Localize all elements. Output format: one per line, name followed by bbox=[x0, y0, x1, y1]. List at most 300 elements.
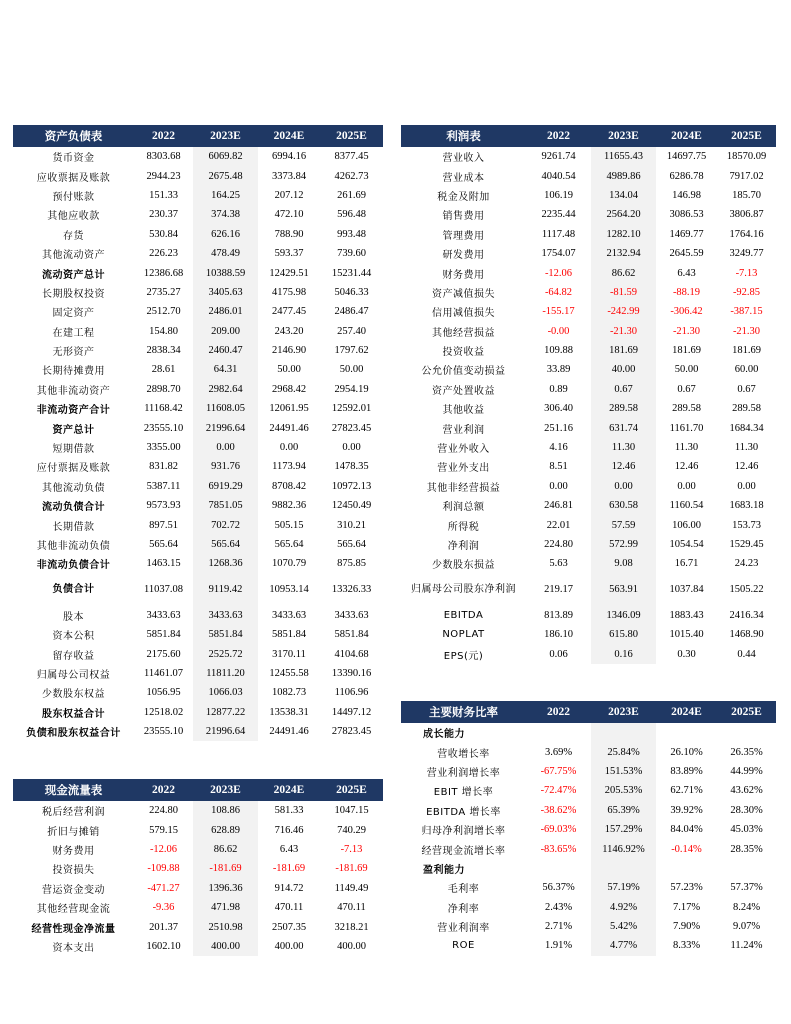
cell-value: 57.59 bbox=[591, 515, 656, 534]
table-row bbox=[13, 380, 383, 399]
row-label: 投资损失 bbox=[52, 865, 95, 877]
cell-value: 11811.20 bbox=[193, 664, 258, 683]
cell-value: 11037.08 bbox=[144, 584, 183, 596]
row-label: ROE bbox=[452, 940, 475, 952]
cell-value: 10972.13 bbox=[331, 480, 372, 492]
cell-value: 84.04% bbox=[670, 824, 703, 836]
cell-value: 106.19 bbox=[544, 189, 573, 201]
row-label: 非流动资产合计 bbox=[36, 405, 111, 417]
table-row bbox=[401, 438, 776, 457]
cell-value: 11655.43 bbox=[591, 147, 656, 166]
table-row bbox=[401, 477, 776, 496]
table-row bbox=[401, 205, 776, 224]
cell-value: 261.69 bbox=[337, 189, 366, 201]
cell-value: -81.59 bbox=[591, 283, 656, 302]
table-row bbox=[401, 742, 776, 761]
cell-value bbox=[717, 859, 776, 878]
row-label: 折旧与摊销 bbox=[47, 826, 100, 838]
cell-value: 716.46 bbox=[274, 824, 304, 836]
cell-value: 400.00 bbox=[193, 937, 258, 956]
cell-value: 60.00 bbox=[734, 364, 759, 376]
cell-value: 7917.02 bbox=[729, 170, 764, 182]
cell-value: 23555.10 bbox=[143, 726, 184, 738]
table-row bbox=[13, 606, 383, 625]
cell-value: 2954.19 bbox=[334, 383, 369, 395]
cell-value bbox=[656, 723, 717, 742]
cell-value: -387.15 bbox=[730, 306, 763, 318]
cell-value: 0.67 bbox=[677, 383, 696, 395]
table-row bbox=[401, 820, 776, 839]
table-row bbox=[13, 625, 383, 644]
cell-value: -471.27 bbox=[147, 882, 180, 894]
year-header: 2022 bbox=[526, 125, 591, 147]
row-label: 营业利润率 bbox=[437, 923, 490, 935]
cell-value: 1161.70 bbox=[669, 422, 704, 434]
row-label: 其他非流动负债 bbox=[36, 541, 111, 552]
cell-value: 181.69 bbox=[732, 345, 761, 357]
cell-value: 7.90% bbox=[672, 921, 701, 933]
cell-value: 4104.68 bbox=[334, 648, 369, 660]
cell-value: 3218.21 bbox=[334, 921, 369, 933]
cell-value: 581.33 bbox=[274, 805, 304, 817]
cell-value: -38.62% bbox=[540, 804, 577, 816]
row-label: 所得税 bbox=[447, 521, 480, 533]
cell-value: 108.86 bbox=[193, 801, 258, 820]
row-label: 营收增长率 bbox=[437, 748, 490, 760]
cell-value: 201.37 bbox=[149, 921, 178, 933]
income-statement-table bbox=[401, 125, 776, 664]
cell-value: 57.37% bbox=[730, 882, 763, 894]
cell-value: 505.15 bbox=[274, 519, 304, 531]
table-row bbox=[13, 722, 383, 741]
cell-value: 26.35% bbox=[730, 746, 763, 758]
row-label: 其他流动负债 bbox=[42, 482, 105, 494]
cell-value: 813.89 bbox=[544, 609, 573, 621]
year-header: 2022 bbox=[134, 779, 193, 801]
cell-value: -9.36 bbox=[152, 902, 175, 914]
cell-value: 12061.95 bbox=[269, 403, 309, 415]
cell-value: 931.76 bbox=[193, 457, 258, 476]
cell-value: -181.69 bbox=[193, 859, 258, 878]
cell-value: 153.73 bbox=[732, 519, 761, 531]
cell-value: 5387.11 bbox=[146, 480, 181, 492]
table-header-row bbox=[401, 701, 776, 723]
table-row bbox=[401, 302, 776, 321]
cell-value: 23555.10 bbox=[143, 422, 184, 434]
cell-value: 12386.68 bbox=[143, 267, 184, 279]
cell-value: 33.89 bbox=[546, 364, 571, 376]
row-label: 净利润 bbox=[447, 541, 480, 552]
cell-value: 1117.48 bbox=[541, 228, 576, 240]
cell-value: -0.14% bbox=[671, 843, 702, 855]
cell-value: 5851.84 bbox=[334, 629, 369, 641]
row-label: 资产减值损失 bbox=[432, 288, 495, 300]
cell-value: 109.88 bbox=[544, 345, 573, 357]
cell-value: 86.62 bbox=[193, 840, 258, 859]
table-row bbox=[401, 917, 776, 936]
cell-value: 2175.60 bbox=[146, 648, 181, 660]
table-row bbox=[401, 322, 776, 341]
cell-value: -21.30 bbox=[672, 325, 701, 337]
cell-value: -72.47% bbox=[540, 785, 577, 797]
cell-value: 289.58 bbox=[732, 403, 761, 415]
cell-value: 4175.98 bbox=[271, 286, 307, 298]
cell-value: 11.24% bbox=[730, 940, 763, 952]
table-row bbox=[13, 840, 383, 859]
row-label: 营业外收入 bbox=[437, 444, 490, 456]
cell-value: 11.30 bbox=[674, 442, 699, 454]
table-row bbox=[13, 418, 383, 437]
cell-value: 3355.00 bbox=[146, 442, 181, 454]
cell-value: -181.69 bbox=[272, 863, 306, 875]
cell-value: -21.30 bbox=[732, 325, 761, 337]
cell-value: 2146.90 bbox=[271, 345, 307, 357]
row-label: 归属母公司权益 bbox=[36, 669, 111, 681]
cell-value: 246.81 bbox=[544, 500, 573, 512]
cell-value: 1047.15 bbox=[334, 805, 369, 817]
cell-value: 18570.09 bbox=[726, 151, 767, 163]
cell-value: 11.30 bbox=[734, 442, 759, 454]
table-row bbox=[401, 360, 776, 379]
row-label: 营业利润增长率 bbox=[426, 767, 501, 779]
cell-value: -109.88 bbox=[147, 863, 180, 875]
row-label: 利润总额 bbox=[442, 502, 485, 514]
cell-value: 22.01 bbox=[546, 519, 571, 531]
cell-value: 3249.77 bbox=[729, 248, 764, 260]
year-header: 2025E bbox=[717, 701, 776, 723]
table-row bbox=[13, 703, 383, 722]
cell-value: 565.64 bbox=[193, 535, 258, 554]
cell-value: 50.00 bbox=[277, 364, 301, 376]
row-label: 营业利润 bbox=[442, 424, 485, 436]
table-row bbox=[401, 283, 776, 302]
cell-value: -12.06 bbox=[544, 267, 573, 279]
table-row bbox=[401, 225, 776, 244]
cell-value: 3086.53 bbox=[669, 209, 704, 221]
cell-value: 251.16 bbox=[544, 422, 573, 434]
cell-value: 993.48 bbox=[337, 228, 366, 240]
table-row bbox=[401, 898, 776, 917]
financial-ratios-table bbox=[401, 701, 776, 956]
table-title: 现金流量表 bbox=[13, 779, 134, 801]
cell-value: 28.35% bbox=[730, 843, 763, 855]
cell-value: 0.67 bbox=[591, 380, 656, 399]
row-label: 固定资产 bbox=[52, 308, 95, 320]
cell-value bbox=[526, 723, 591, 742]
row-label: 成长能力 bbox=[423, 729, 465, 741]
row-label: 应付票据及账款 bbox=[36, 463, 111, 475]
cell-value: 21996.64 bbox=[193, 418, 258, 437]
table-row bbox=[13, 879, 383, 898]
year-header: 2023E bbox=[591, 125, 656, 147]
year-header: 2024E bbox=[656, 125, 717, 147]
cell-value: 875.85 bbox=[337, 558, 366, 570]
row-label: 公允价值变动损益 bbox=[421, 366, 506, 378]
cell-value: 593.37 bbox=[274, 248, 304, 260]
cell-value: 226.23 bbox=[149, 248, 178, 260]
row-label: 长期股权投资 bbox=[42, 288, 105, 300]
cell-value: 186.10 bbox=[544, 629, 573, 641]
cell-value: 151.33 bbox=[149, 189, 178, 201]
cell-value: -69.03% bbox=[540, 824, 577, 836]
cell-value: 615.80 bbox=[591, 625, 656, 644]
cell-value: 8.51 bbox=[549, 461, 568, 473]
cell-value: 565.64 bbox=[274, 539, 304, 550]
cell-value: 16.71 bbox=[674, 558, 699, 570]
cell-value: 914.72 bbox=[274, 882, 304, 894]
cell-value: 0.00 bbox=[549, 480, 568, 492]
cell-value: 8303.68 bbox=[146, 151, 181, 163]
cell-value: 12518.02 bbox=[143, 706, 184, 718]
cell-value: -181.69 bbox=[335, 863, 368, 875]
cell-value: 1463.15 bbox=[146, 558, 181, 570]
table-row bbox=[13, 205, 383, 224]
year-header: 2024E bbox=[258, 125, 320, 147]
cell-value: 1797.62 bbox=[334, 345, 369, 357]
row-label: 归母净利润增长率 bbox=[421, 826, 506, 838]
row-label: EBITDA bbox=[443, 609, 484, 621]
row-label: 长期待摊费用 bbox=[42, 366, 105, 378]
table-header-row bbox=[13, 125, 383, 147]
cell-value: 0.00 bbox=[279, 442, 299, 454]
table-header-row bbox=[13, 779, 383, 801]
row-label: 流动负债合计 bbox=[42, 502, 105, 514]
table-row bbox=[13, 535, 383, 554]
row-label: 股东权益合计 bbox=[42, 708, 105, 720]
cell-value: 9119.42 bbox=[193, 574, 258, 606]
cell-value: 739.60 bbox=[337, 248, 366, 260]
row-label: 股本 bbox=[63, 611, 84, 623]
cell-value: 1346.09 bbox=[591, 606, 656, 625]
cell-value: 565.64 bbox=[337, 539, 366, 550]
table-title: 利润表 bbox=[401, 125, 526, 147]
cell-value: 0.00 bbox=[193, 438, 258, 457]
year-header: 2023E bbox=[193, 779, 258, 801]
table-row bbox=[13, 937, 383, 956]
cell-value bbox=[656, 859, 717, 878]
cell-value: 1683.18 bbox=[729, 500, 764, 512]
table-row bbox=[13, 283, 383, 302]
row-label: 预付账款 bbox=[52, 191, 95, 203]
row-label: 毛利率 bbox=[447, 884, 480, 896]
table-row bbox=[401, 244, 776, 263]
cell-value: 6.43 bbox=[279, 843, 299, 855]
cell-value: 12.46 bbox=[591, 457, 656, 476]
cell-value: 3433.63 bbox=[271, 609, 307, 621]
year-header: 2024E bbox=[258, 779, 320, 801]
balance-sheet-table bbox=[13, 125, 383, 741]
table-row bbox=[401, 186, 776, 205]
cell-value: 27823.45 bbox=[331, 726, 372, 738]
table-row bbox=[401, 341, 776, 360]
cell-value: 3170.11 bbox=[272, 648, 306, 660]
cell-value: 207.12 bbox=[274, 189, 304, 201]
cell-value: 40.00 bbox=[591, 360, 656, 379]
cell-value: 10953.14 bbox=[269, 584, 309, 596]
cell-value bbox=[526, 859, 591, 878]
cell-value: 4262.73 bbox=[334, 170, 369, 182]
table-row bbox=[13, 263, 383, 282]
table-row bbox=[13, 801, 383, 820]
cell-value: 24491.46 bbox=[269, 422, 309, 434]
cell-value: 1106.96 bbox=[334, 687, 369, 699]
cell-value: 2235.44 bbox=[541, 209, 576, 221]
cell-value: 3405.63 bbox=[193, 283, 258, 302]
cell-value: 11608.05 bbox=[193, 399, 258, 418]
row-label: 其他流动资产 bbox=[42, 250, 105, 262]
cell-value: 3806.87 bbox=[729, 209, 764, 221]
table-row bbox=[13, 166, 383, 185]
cell-value: 2564.20 bbox=[591, 205, 656, 224]
row-label: 投资收益 bbox=[442, 347, 485, 359]
cell-value: 470.11 bbox=[337, 902, 366, 914]
cell-value: -64.82 bbox=[544, 286, 573, 298]
cell-value: 24491.46 bbox=[269, 726, 309, 738]
cell-value: 2507.35 bbox=[271, 921, 307, 933]
cell-value: 1082.73 bbox=[271, 687, 307, 699]
cell-value: 1469.77 bbox=[669, 228, 704, 240]
table-row bbox=[401, 535, 776, 554]
row-label: 营业成本 bbox=[442, 172, 485, 184]
row-label: 长期借款 bbox=[52, 521, 95, 533]
row-label: 其他非经营损益 bbox=[426, 482, 501, 494]
cell-value: 12.46 bbox=[734, 461, 759, 473]
cell-value: 9261.74 bbox=[541, 151, 576, 163]
row-label: 归属母公司股东净利润 bbox=[411, 584, 516, 596]
cell-value: 4.16 bbox=[549, 442, 568, 454]
cell-value: 0.00 bbox=[737, 480, 756, 492]
cell-value: 57.23% bbox=[670, 882, 703, 894]
cell-value: 224.80 bbox=[544, 539, 573, 550]
table-row bbox=[401, 859, 776, 878]
row-label: 留存收益 bbox=[52, 650, 95, 662]
table-row bbox=[13, 554, 383, 573]
year-header: 2025E bbox=[717, 125, 776, 147]
table-row bbox=[401, 399, 776, 418]
row-label: 其他经营现金流 bbox=[36, 904, 111, 916]
cell-value: -92.85 bbox=[732, 286, 761, 298]
cell-value: 6069.82 bbox=[193, 147, 258, 166]
cell-value: 10388.59 bbox=[193, 263, 258, 282]
cell-value: 13390.16 bbox=[331, 667, 372, 679]
cell-value: 26.10% bbox=[670, 746, 703, 758]
cell-value: 1268.36 bbox=[193, 554, 258, 573]
cell-value: 62.71% bbox=[670, 785, 703, 797]
cell-value: 181.69 bbox=[672, 345, 701, 357]
table-row bbox=[13, 820, 383, 839]
cell-value: -306.42 bbox=[670, 306, 703, 318]
year-header: 2022 bbox=[526, 701, 591, 723]
cell-value: 5851.84 bbox=[146, 629, 181, 641]
cell-value: 1883.43 bbox=[669, 609, 704, 621]
row-label: 净利率 bbox=[447, 903, 480, 915]
cell-value: 154.80 bbox=[149, 325, 178, 337]
cell-value: 12450.49 bbox=[331, 500, 372, 512]
cell-value: 478.49 bbox=[193, 244, 258, 263]
table-row bbox=[13, 360, 383, 379]
table-title: 主要财务比率 bbox=[401, 701, 526, 723]
cell-value: 740.29 bbox=[337, 824, 366, 836]
cell-value: 0.00 bbox=[677, 480, 696, 492]
table-row bbox=[13, 399, 383, 418]
row-label: 税金及附加 bbox=[437, 191, 490, 203]
row-label: 研发费用 bbox=[442, 250, 485, 262]
cell-value: 134.04 bbox=[591, 186, 656, 205]
table-row bbox=[13, 496, 383, 515]
cell-value: 1396.36 bbox=[193, 879, 258, 898]
row-label: 少数股东损益 bbox=[432, 560, 495, 572]
cell-value: 1149.49 bbox=[334, 882, 369, 894]
cell-value: 9882.36 bbox=[271, 500, 307, 512]
cell-value: 151.53% bbox=[591, 762, 656, 781]
cell-value: 12.46 bbox=[674, 461, 699, 473]
row-label: 负债和股东权益合计 bbox=[26, 728, 121, 740]
cell-value: 8708.42 bbox=[271, 480, 307, 492]
row-label: 营运资金变动 bbox=[42, 884, 105, 896]
row-label: 资产处置收益 bbox=[432, 385, 495, 397]
cell-value: -7.13 bbox=[340, 843, 363, 855]
cell-value: 12592.01 bbox=[331, 403, 372, 415]
cell-value: 2735.27 bbox=[146, 286, 181, 298]
cell-value: 471.98 bbox=[193, 898, 258, 917]
table-row bbox=[13, 302, 383, 321]
cell-value: 0.44 bbox=[737, 648, 756, 660]
cell-value: 50.00 bbox=[339, 364, 364, 376]
cell-value: 702.72 bbox=[193, 515, 258, 534]
row-label: 税后经营利润 bbox=[42, 807, 105, 819]
cell-value: 2510.98 bbox=[193, 917, 258, 936]
table-row bbox=[13, 644, 383, 663]
cell-value: 146.98 bbox=[672, 189, 701, 201]
table-row bbox=[401, 380, 776, 399]
year-header: 2025E bbox=[320, 779, 383, 801]
table-row bbox=[401, 644, 776, 663]
row-label: EBITDA 增长率 bbox=[426, 806, 501, 818]
table-row bbox=[401, 418, 776, 437]
cell-value: 2982.64 bbox=[193, 380, 258, 399]
cell-value: 185.70 bbox=[732, 189, 761, 201]
table-row bbox=[401, 801, 776, 820]
cell-value: 0.16 bbox=[591, 644, 656, 663]
table-row bbox=[13, 917, 383, 936]
row-label: 盈利能力 bbox=[423, 864, 465, 876]
cell-value: 181.69 bbox=[591, 341, 656, 360]
cell-value: 1602.10 bbox=[146, 940, 181, 952]
cell-value: 6994.16 bbox=[271, 151, 307, 163]
cell-value: 4989.86 bbox=[591, 166, 656, 185]
cell-value: 1.91% bbox=[544, 940, 573, 952]
cell-value: 2460.47 bbox=[193, 341, 258, 360]
cell-value: 86.62 bbox=[591, 263, 656, 282]
cell-value: 1529.45 bbox=[729, 539, 764, 550]
row-label: 短期借款 bbox=[52, 444, 95, 456]
cell-value: 400.00 bbox=[274, 940, 304, 952]
cell-value: 310.21 bbox=[337, 519, 366, 531]
cell-value: 4.92% bbox=[591, 898, 656, 917]
row-label: 货币资金 bbox=[52, 153, 95, 165]
row-label: 少数股东权益 bbox=[42, 689, 105, 701]
cell-value: 0.06 bbox=[549, 648, 568, 660]
cell-value: 1146.92% bbox=[591, 839, 656, 858]
cell-value: 596.48 bbox=[337, 209, 366, 221]
cell-value: 2944.23 bbox=[146, 170, 181, 182]
cell-value: 0.67 bbox=[737, 383, 756, 395]
cell-value: 565.64 bbox=[149, 539, 178, 550]
cell-value: -88.19 bbox=[672, 286, 701, 298]
cell-value: 209.00 bbox=[193, 322, 258, 341]
table-row bbox=[401, 878, 776, 897]
cell-value: 1066.03 bbox=[193, 683, 258, 702]
